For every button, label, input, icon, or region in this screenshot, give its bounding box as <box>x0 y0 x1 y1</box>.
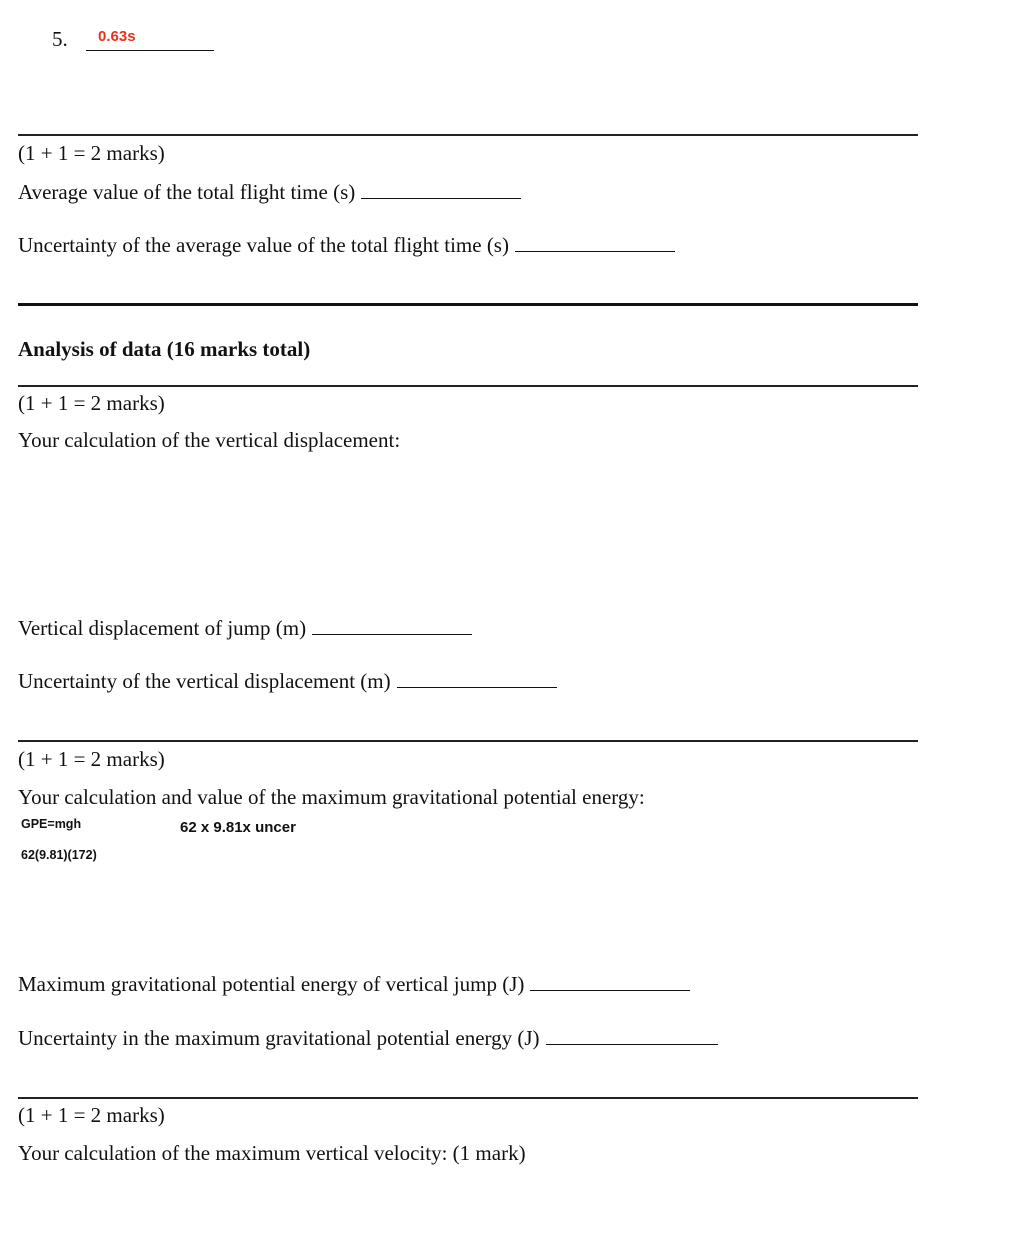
velocity-work-area[interactable] <box>18 1170 918 1240</box>
gpe-marks: (1 + 1 = 2 marks) <box>18 747 165 771</box>
gpe-work-formula: GPE=mgh <box>21 817 82 831</box>
gpe-work-calc: 62 x 9.81x uncer <box>180 819 296 836</box>
q5-answer-text: 0.63s <box>98 28 136 45</box>
vertical-disp-value-row <box>18 614 472 640</box>
section-divider <box>18 740 918 742</box>
vertical-disp-work-area[interactable] <box>18 456 918 606</box>
avg-flight-time-field[interactable] <box>361 178 521 199</box>
section-divider <box>18 303 918 306</box>
vertical-disp-uncert-label: Uncertainty of the vertical displacement (m) <box>18 669 391 693</box>
gpe-value-field[interactable] <box>530 970 690 991</box>
uncert-flight-time-field[interactable] <box>515 231 675 252</box>
gpe-work-substitution: 62(9.81)(172) <box>21 848 97 862</box>
gpe-work-area[interactable] <box>18 812 918 962</box>
vertical-disp-value-label: Vertical displacement of jump (m) <box>18 616 307 640</box>
section-divider <box>18 385 918 387</box>
vertical-disp-calc-label: Your calculation of the vertical displacement: <box>18 428 401 452</box>
gpe-value-label: Maximum gravitational potential energy of vertical jump (J) <box>18 972 525 996</box>
vertical-disp-uncert-row <box>18 667 557 693</box>
section-divider <box>18 1097 918 1099</box>
vertical-disp-uncert-field[interactable] <box>397 667 557 688</box>
vertical-disp-value-field[interactable] <box>312 614 472 635</box>
gpe-value-row <box>18 970 690 996</box>
velocity-calc-label: Your calculation of the maximum vertical velocity: (1 mark) <box>18 1141 526 1165</box>
vertical-disp-marks: (1 + 1 = 2 marks) <box>18 391 165 415</box>
flight-marks: (1 + 1 = 2 marks) <box>18 141 165 165</box>
uncert-flight-time-label: Uncertainty of the average value of the total flight time (s) <box>18 233 509 257</box>
q5-answer-field[interactable] <box>86 30 214 51</box>
section-divider <box>18 134 918 136</box>
analysis-heading: Analysis of data (16 marks total) <box>18 337 311 361</box>
gpe-uncert-row <box>18 1024 718 1050</box>
question-number: 5. <box>52 27 68 51</box>
gpe-uncert-field[interactable] <box>546 1024 718 1045</box>
gpe-uncert-label: Uncertainty in the maximum gravitational potential energy (J) <box>18 1026 540 1050</box>
velocity-marks: (1 + 1 = 2 marks) <box>18 1103 165 1127</box>
avg-flight-time-row <box>18 178 521 204</box>
gpe-calc-label: Your calculation and value of the maximum gravitational potential energy: <box>18 785 645 809</box>
avg-flight-time-label: Average value of the total flight time (s) <box>18 180 356 204</box>
uncert-flight-time-row <box>18 231 675 257</box>
